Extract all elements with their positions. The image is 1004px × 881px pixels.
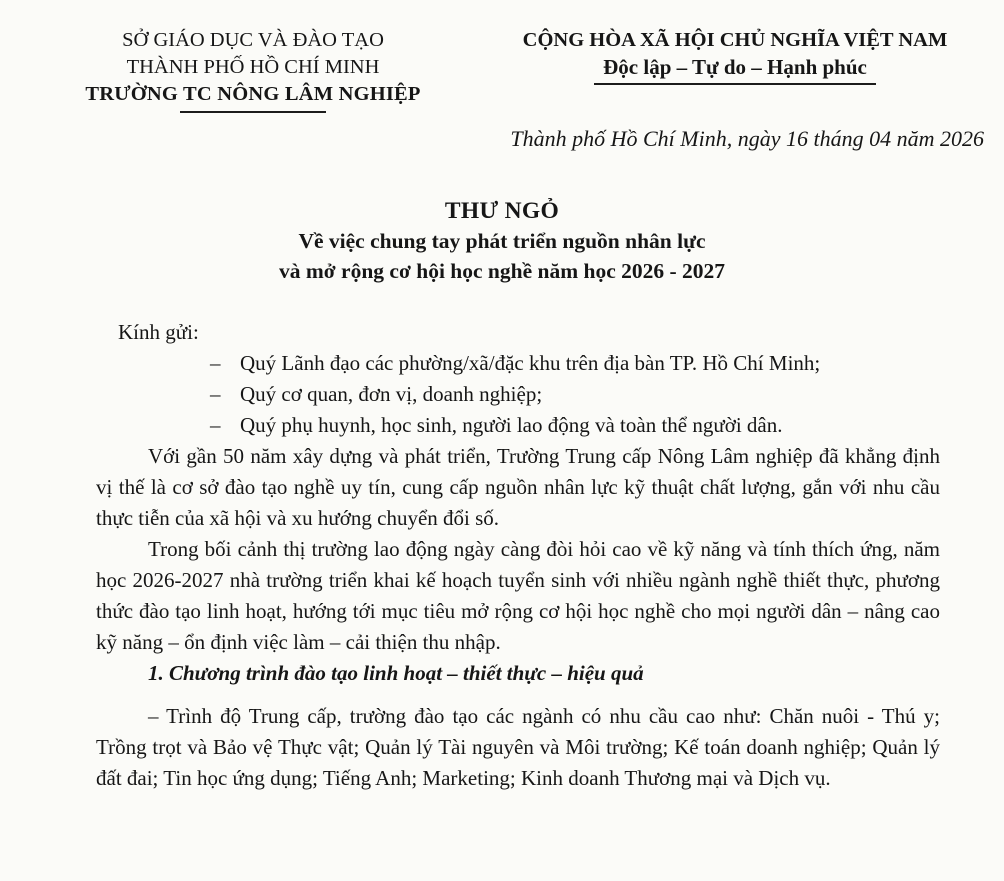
letter-body: [96, 317, 940, 794]
org-city-line: THÀNH PHỐ HỒ CHÍ MINH: [126, 56, 380, 78]
org-department-line: SỞ GIÁO DỤC VÀ ĐÀO TẠO: [122, 29, 384, 51]
list-dash-marker: –: [210, 413, 221, 437]
recipient-list: [210, 348, 940, 441]
recipient-item: [210, 410, 940, 441]
place-date-line: Thành phố Hồ Chí Minh, ngày 16 tháng 04 năm 2026: [510, 126, 984, 151]
national-header-block: [486, 27, 984, 113]
issuing-org-block: [20, 27, 486, 113]
document-title-block: [0, 196, 1004, 286]
salutation-label: Kính gửi:: [118, 320, 199, 344]
national-motto-line: Độc lập – Tự do – Hạnh phúc: [603, 55, 867, 79]
list-dash-marker: –: [210, 351, 221, 375]
national-title-line: CỘNG HÒA XÃ HỘI CHỦ NGHĨA VIỆT NAM: [522, 29, 948, 51]
section-1-heading: 1. Chương trình đào tạo linh hoạt – thiết thực – hiệu quả: [148, 661, 644, 685]
recipient-text: Quý Lãnh đạo các phường/xã/đặc khu trên địa bàn TP. Hồ Chí Minh;: [240, 351, 821, 375]
motto-divider-rule: [594, 83, 876, 85]
recipient-item: [210, 348, 940, 379]
recipient-item: [210, 379, 940, 410]
list-dash-marker: –: [210, 382, 221, 406]
recipient-text: Quý cơ quan, đơn vị, doanh nghiệp;: [240, 382, 543, 406]
org-divider-rule: [180, 111, 326, 113]
intro-paragraph: Với gần 50 năm xây dựng và phát triển, Trường Trung cấp Nông Lâm nghiệp đã khẳng định vị thế là cơ sở đào tạo nghề uy tín, cung cấp nguồn nhân lực kỹ thuật chất lượng, gắn với nhu cầu thực tiễn của xã hội và xu hướng chuyển đổi số.: [96, 444, 940, 530]
recipient-text: Quý phụ huynh, học sinh, người lao động và toàn thể người dân.: [240, 413, 783, 437]
document-subtitle-line2: và mở rộng cơ hội học nghề năm học 2026 - 2027: [278, 259, 726, 283]
section-1-paragraph: – Trình độ Trung cấp, trường đào tạo các ngành có nhu cầu cao như: Chăn nuôi - Thú y; Trồng trọt và Bảo vệ Thực vật; Quản lý Tài nguyên và Môi trường; Kế toán doanh nghiệp; Quản lý đất đai; Tin học ứng dụng; Tiếng Anh; Marketing; Kinh doanh Thương mại và Dịch vụ.: [96, 704, 940, 790]
document-header: [0, 27, 1004, 113]
document-subtitle-line1: Về việc chung tay phát triển nguồn nhân lực: [298, 229, 706, 253]
org-school-name: TRƯỜNG TC NÔNG LÂM NGHIỆP: [85, 83, 421, 105]
document-title: THƯ NGỎ: [444, 198, 560, 224]
context-paragraph: Trong bối cảnh thị trường lao động ngày càng đòi hỏi cao về kỹ năng và tính thích ứng, năm học 2026-2027 nhà trường triển khai kế hoạch tuyển sinh với nhiều ngành nghề thiết thực, phương thức đào tạo linh hoạt, hướng tới mục tiêu mở rộng cơ hội học nghề cho mọi người dân – nâng cao kỹ năng – ổn định việc làm – cải thiện thu nhập.: [96, 537, 940, 654]
